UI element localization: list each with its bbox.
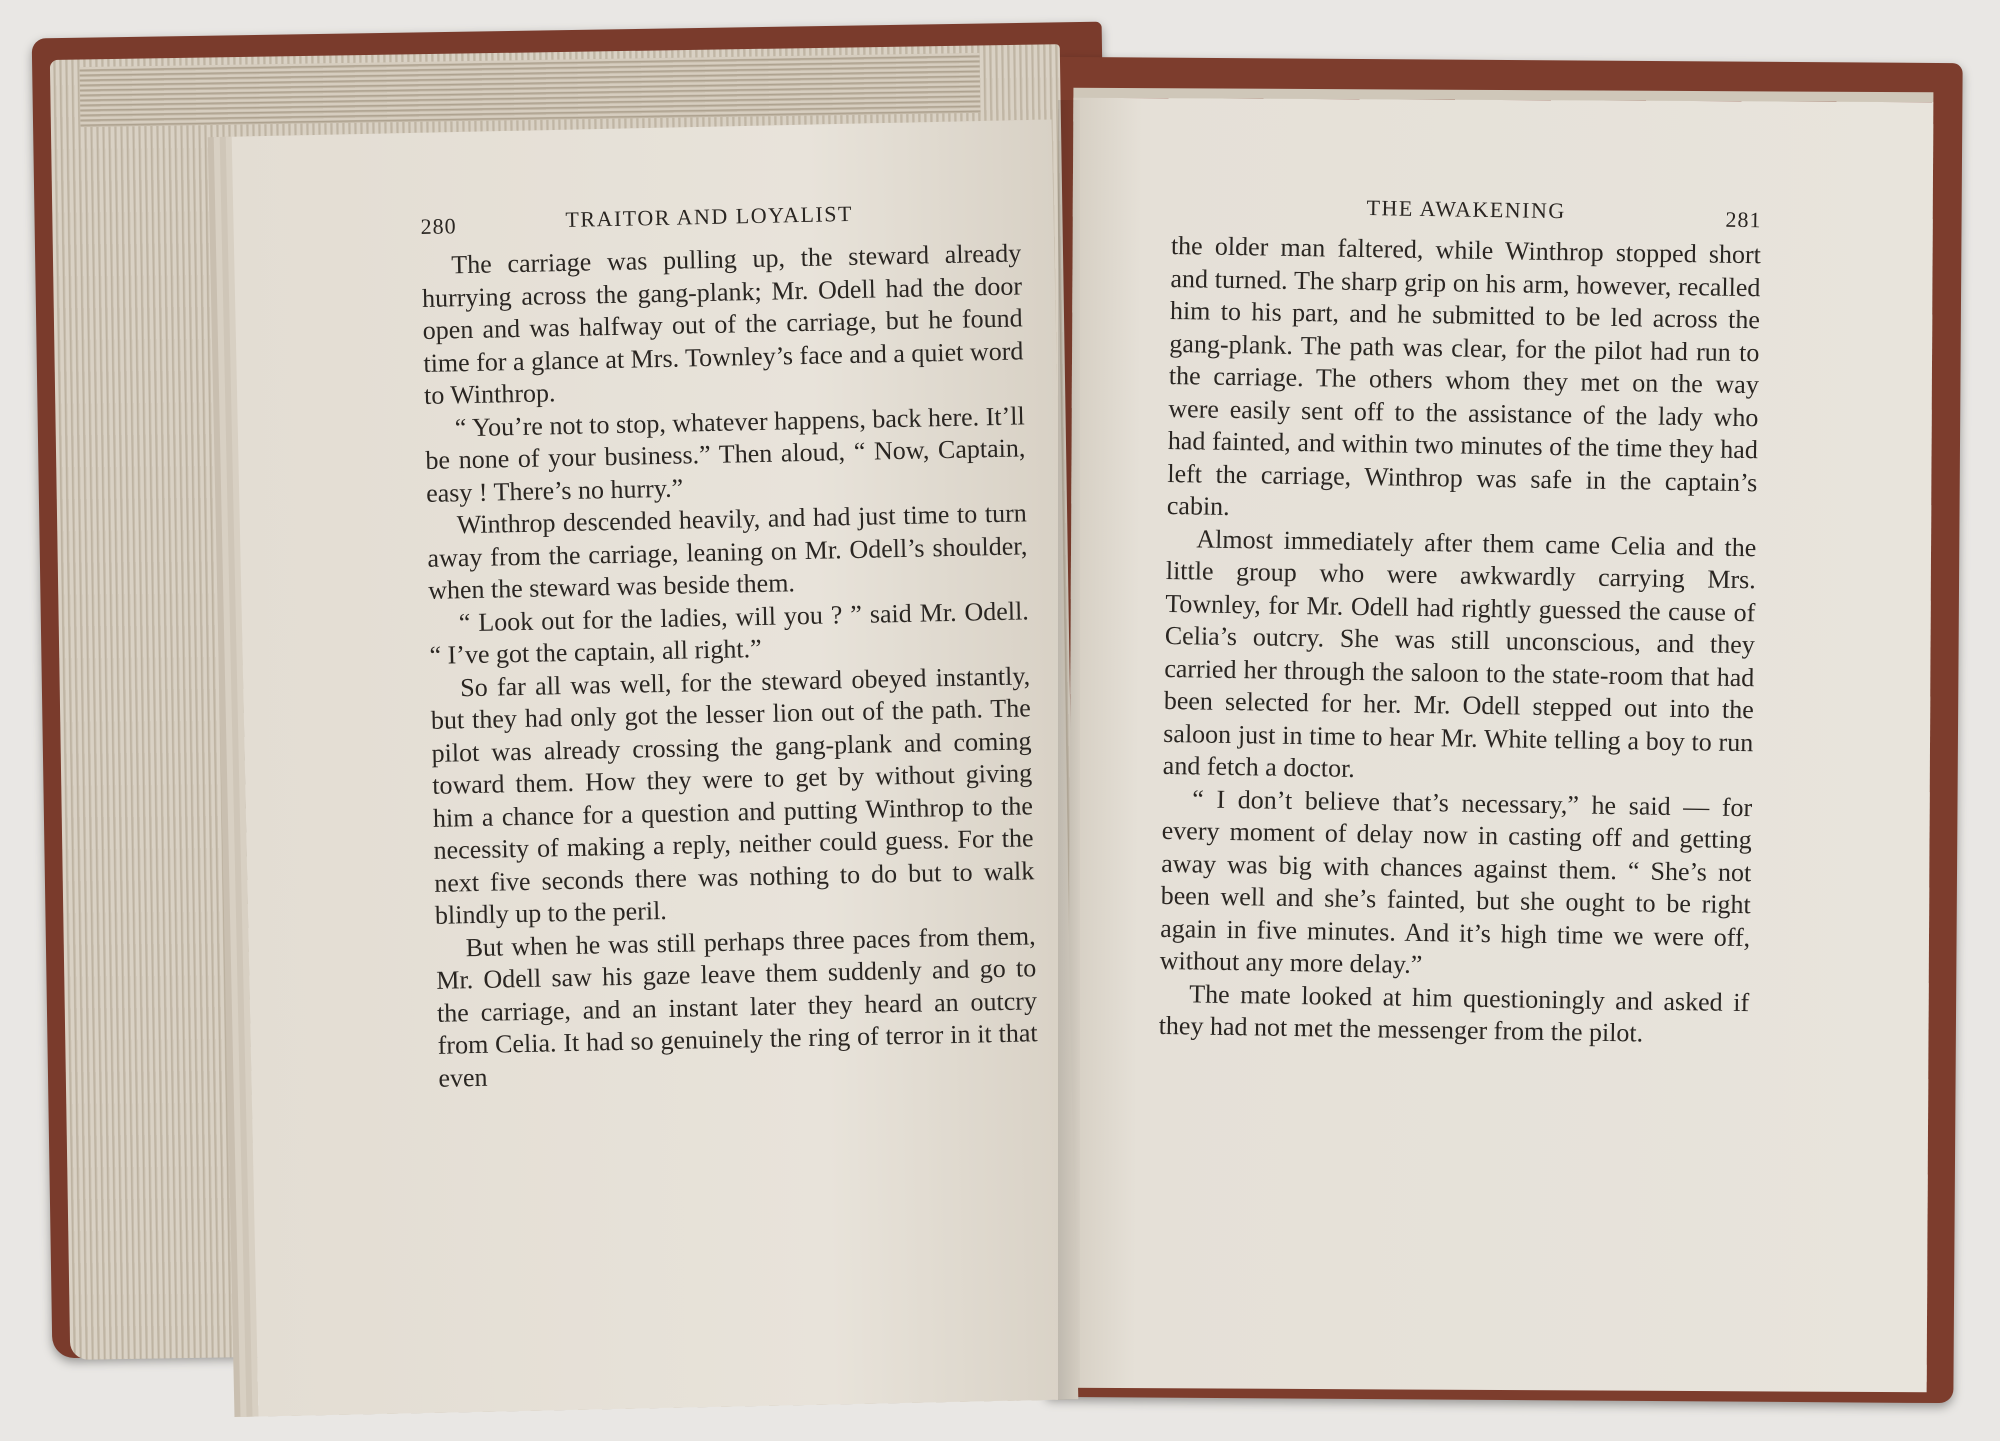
paragraph: Almost immediately after them came Celia and the little group who were awkwardly carrying Mrs. Townley, for Mr. Odell had rightly guessed the cause of Celia’s outcry. She was still unconscious, and they carried her through the saloon to the state-room that had been selected for her. Mr. Odell stepped out into the saloon just in time to hear Mr. White telling a boy to run and fetch a doctor. [1162, 523, 1757, 783]
paragraph: But when he was still perhaps three paces from them, Mr. Odell saw his gaze leave them suddenly and go to the carriage, and an instant later they heard an outcry from Celia. It had so genuinely the ring of terror in it that even [436, 920, 1038, 1093]
page-number-right: 281 [1725, 206, 1762, 233]
book-gutter [1058, 100, 1080, 1400]
right-page-body [1158, 230, 1761, 1052]
paragraph: So far all was well, for the steward obeyed instantly, but they had only got the lesser lion out of the path. The pilot was already crossing the gang-plank and coming toward them. How they were to get by without giving him a chance for a question and putting Winthrop to the necessity of making a reply, neither could guess. For the next five seconds there was nothing to do but to walk blindly up to the peril. [430, 660, 1035, 930]
left-page-body [421, 237, 1039, 1094]
paragraph: “ Look out for the ladies, will you ? ” said Mr. Odell. “ I’ve got the captain, all right.” [429, 595, 1030, 670]
right-page [1158, 180, 1761, 1052]
right-page-header [1171, 180, 1762, 233]
paragraph: The mate looked at him questioningly and asked if they had not met the messenger from the pilot. [1158, 978, 1750, 1048]
running-head-left: TRAITOR AND LOYALIST [565, 200, 854, 232]
page-number-left: 280 [420, 213, 457, 239]
left-page [420, 187, 1039, 1094]
paragraph: “ I don’t believe that’s necessary,” he said — for every moment of delay now in casting off and getting away was big with chances against them. “ She’s not been well and she’s fainted, but she ought to be right again in five minutes. And it’s high time we were off, without any more delay.” [1159, 783, 1753, 980]
paragraph: The carriage was pulling up, the steward already hurrying across the gang-plank; Mr. Odell had the door open and was halfway out of the carriage, but he found time for a glance at Mrs. Townley’s face and a quiet word to Winthrop. [421, 238, 1024, 410]
paragraph: the older man faltered, while Winthrop stopped short and turned. The sharp grip on his arm, however, recalled him to his part, and he submitted to be led across the gang-plank. The path was clear, for the pilot had run to the carriage. The others whom they met on the way were easily sent off to the assistance of the lady who had fainted, and within two minutes of the time they had left the carriage, Winthrop was safe in the captain’s cabin. [1166, 230, 1762, 521]
running-head-right: THE AWAKENING [1366, 195, 1566, 224]
paragraph: “ You’re not to stop, whatever happens, back here. It’ll be none of your business.” Then aloud, “ Now, Captain, easy ! There’s no hurry.” [425, 400, 1026, 508]
paragraph: Winthrop descended heavily, and had just time to turn away from the carriage, leaning on Mr. Odell’s shoulder, when the steward was beside them. [427, 498, 1028, 605]
